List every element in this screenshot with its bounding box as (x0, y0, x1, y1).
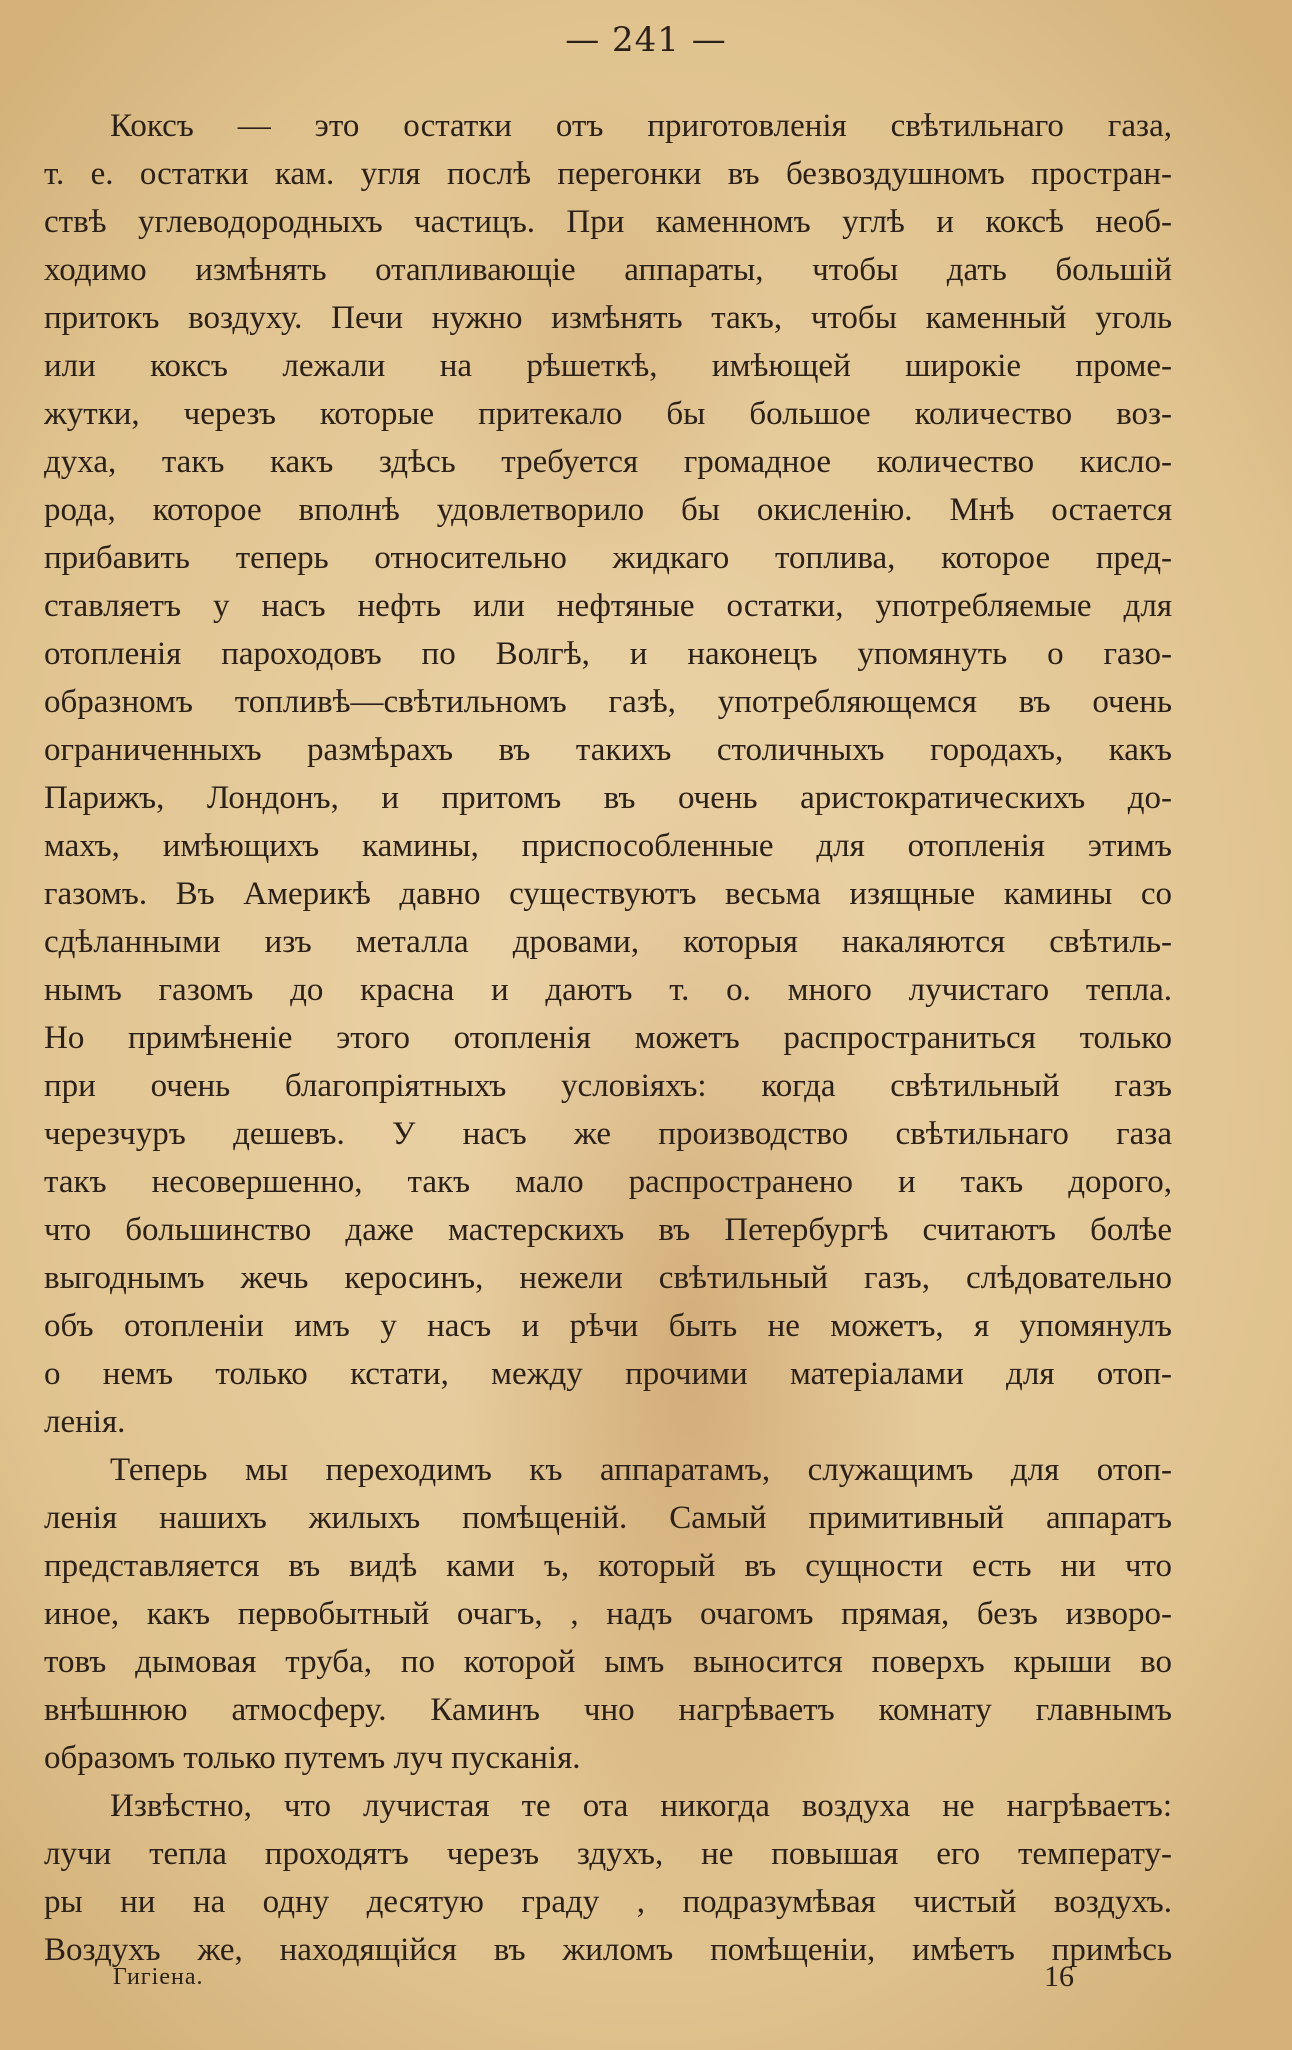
text-line: выгоднымъ жечь керосинъ, нежели свѣтильный газъ, слѣдовательно (44, 1260, 1172, 1296)
text-line: иное, какъ первобытный очагъ, , надъ очагомъ прямая, безъ изворо- (44, 1596, 1172, 1632)
text-line: Воздухъ же, находящійся въ жиломъ помѣщеніи, имѣетъ примѣсь (44, 1932, 1172, 1968)
text-line: махъ, имѣющихъ камины, приспособленные для отопленія этимъ (44, 828, 1172, 864)
text-line: или коксъ лежали на рѣшеткѣ, имѣющей широкіе проме- (44, 348, 1172, 384)
text-line: о немъ только кстати, между прочими матеріалами для отоп- (44, 1356, 1172, 1392)
text-line: духа, такъ какъ здѣсь требуется громадное количество кисло- (44, 444, 1172, 480)
text-line: при очень благопріятныхъ условіяхъ: когда свѣтильный газъ (44, 1068, 1172, 1104)
text-line: нымъ газомъ до красна и даютъ т. о. много лучистаго тепла. (44, 972, 1172, 1008)
text-line: ры ни на одну десятую граду , подразумѣвая чистый воздухъ. (44, 1884, 1172, 1920)
text-line: черезчуръ дешевъ. У насъ же производство свѣтильнаго газа (44, 1116, 1172, 1152)
text-line: Теперь мы переходимъ къ аппаратамъ, служащимъ для отоп- (110, 1452, 1172, 1488)
body-text (44, 102, 1172, 1974)
text-line: такъ несовершенно, такъ мало распространено и такъ дорого, (44, 1164, 1172, 1200)
text-line: ленія. (44, 1404, 126, 1440)
text-line: Но примѣненіе этого отопленія можетъ распространиться только (44, 1020, 1172, 1056)
text-line: образомъ только путемъ луч пусканія. (44, 1740, 581, 1776)
signature-mark: 16 (1044, 1960, 1074, 1993)
page-footer (0, 1960, 1292, 2000)
text-line: объ отопленіи имъ у насъ и рѣчи быть не можетъ, я упомянулъ (44, 1308, 1172, 1344)
text-line: прибавить теперь относительно жидкаго топлива, которое пред- (44, 540, 1172, 576)
text-line: ствѣ углеводородныхъ частицъ. При каменномъ углѣ и коксѣ необ- (44, 204, 1172, 240)
text-line: ходимо измѣнять отапливающіе аппараты, чтобы дать большій (44, 252, 1172, 288)
text-line: притокъ воздуху. Печи нужно измѣнять такъ, чтобы каменный уголь (44, 300, 1172, 336)
text-line: Парижъ, Лондонъ, и притомъ въ очень аристократическихъ до- (44, 780, 1172, 816)
text-line: Извѣстно, что лучистая те ота никогда воздуха не нагрѣваетъ: (110, 1788, 1172, 1824)
text-line: лучи тепла проходятъ черезъ здухъ, не повышая его температу- (44, 1836, 1172, 1872)
text-line: образномъ топливѣ—свѣтильномъ газѣ, употребляющемся въ очень (44, 684, 1172, 720)
text-line: внѣшнюю атмосферу. Каминъ чно нагрѣваетъ комнату главнымъ (44, 1692, 1172, 1728)
running-title: Гигіена. (113, 1964, 204, 1990)
text-line: газомъ. Въ Америкѣ давно существуютъ весьма изящные камины со (44, 876, 1172, 912)
text-line: Коксъ — это остатки отъ приготовленія свѣтильнаго газа, (110, 108, 1172, 144)
text-line: товъ дымовая труба, по которой ымъ выносится поверхъ крыши во (44, 1644, 1172, 1680)
text-line: рода, которое вполнѣ удовлетворило бы окисленію. Мнѣ остается (44, 492, 1172, 528)
page-number: — 241 — (565, 20, 727, 60)
text-line: представляется въ видѣ ками ъ, который въ сущности есть ни что (44, 1548, 1172, 1584)
text-line: отопленія пароходовъ по Волгѣ, и наконецъ упомянуть о газо- (44, 636, 1172, 672)
text-line: жутки, черезъ которые притекало бы большое количество воз- (44, 396, 1172, 432)
text-line: ленія нашихъ жилыхъ помѣщеній. Самый примитивный аппаратъ (44, 1500, 1172, 1536)
text-line: сдѣланными изъ металла дровами, которыя накаляются свѣтиль- (44, 924, 1172, 960)
text-line: ограниченныхъ размѣрахъ въ такихъ столичныхъ городахъ, какъ (44, 732, 1172, 768)
text-line: что большинство даже мастерскихъ въ Петербургѣ считаютъ болѣе (44, 1212, 1172, 1248)
text-line: ставляетъ у насъ нефть или нефтяные остатки, употребляемые для (44, 588, 1172, 624)
text-line: т. е. остатки кам. угля послѣ перегонки въ безвоздушномъ простран- (44, 156, 1172, 192)
